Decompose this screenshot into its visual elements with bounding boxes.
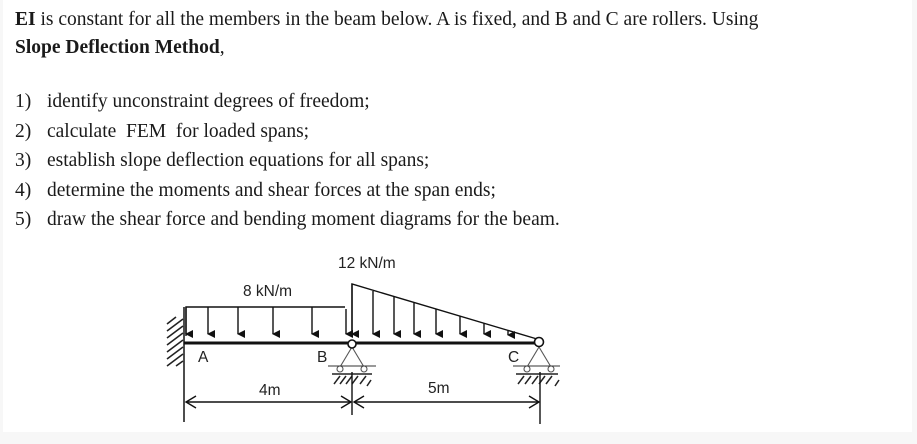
triangular-load bbox=[352, 284, 537, 339]
span-bc-length: 5m bbox=[428, 380, 450, 397]
node-label-b: B bbox=[317, 349, 328, 366]
triangular-load-label: 12 kN/m bbox=[338, 255, 396, 272]
task-number: 3) bbox=[15, 150, 32, 171]
ei-term: EI bbox=[15, 9, 36, 30]
task-text: draw the shear force and bending moment diagrams for the beam. bbox=[47, 209, 560, 230]
task-text: identify unconstraint degrees of freedom; bbox=[47, 91, 370, 112]
intro-text: is constant for all the members in the beam below. A is fixed, and B and C are rollers. Using bbox=[35, 9, 759, 30]
span-ab-length: 4m bbox=[259, 382, 281, 399]
task-number: 5) bbox=[15, 209, 32, 230]
node-label-a: A bbox=[198, 349, 209, 366]
method-name: Slope Deflection Method bbox=[15, 37, 220, 58]
udl-load bbox=[186, 307, 346, 336]
task-text: calculate FEM for loaded spans; bbox=[47, 120, 310, 142]
roller-support-c-icon bbox=[513, 338, 560, 387]
intro-comma: , bbox=[219, 37, 225, 58]
task-text: determine the moments and shear forces at the span ends; bbox=[47, 179, 496, 201]
task-number: 2) bbox=[15, 120, 32, 142]
udl-label: 8 kN/m bbox=[243, 283, 293, 300]
task-number: 4) bbox=[15, 179, 32, 201]
task-text: establish slope deflection equations for all spans; bbox=[47, 150, 430, 171]
task-number: 1) bbox=[15, 91, 32, 112]
node-label-c: C bbox=[508, 349, 520, 366]
fixed-support-a-icon bbox=[167, 307, 184, 422]
